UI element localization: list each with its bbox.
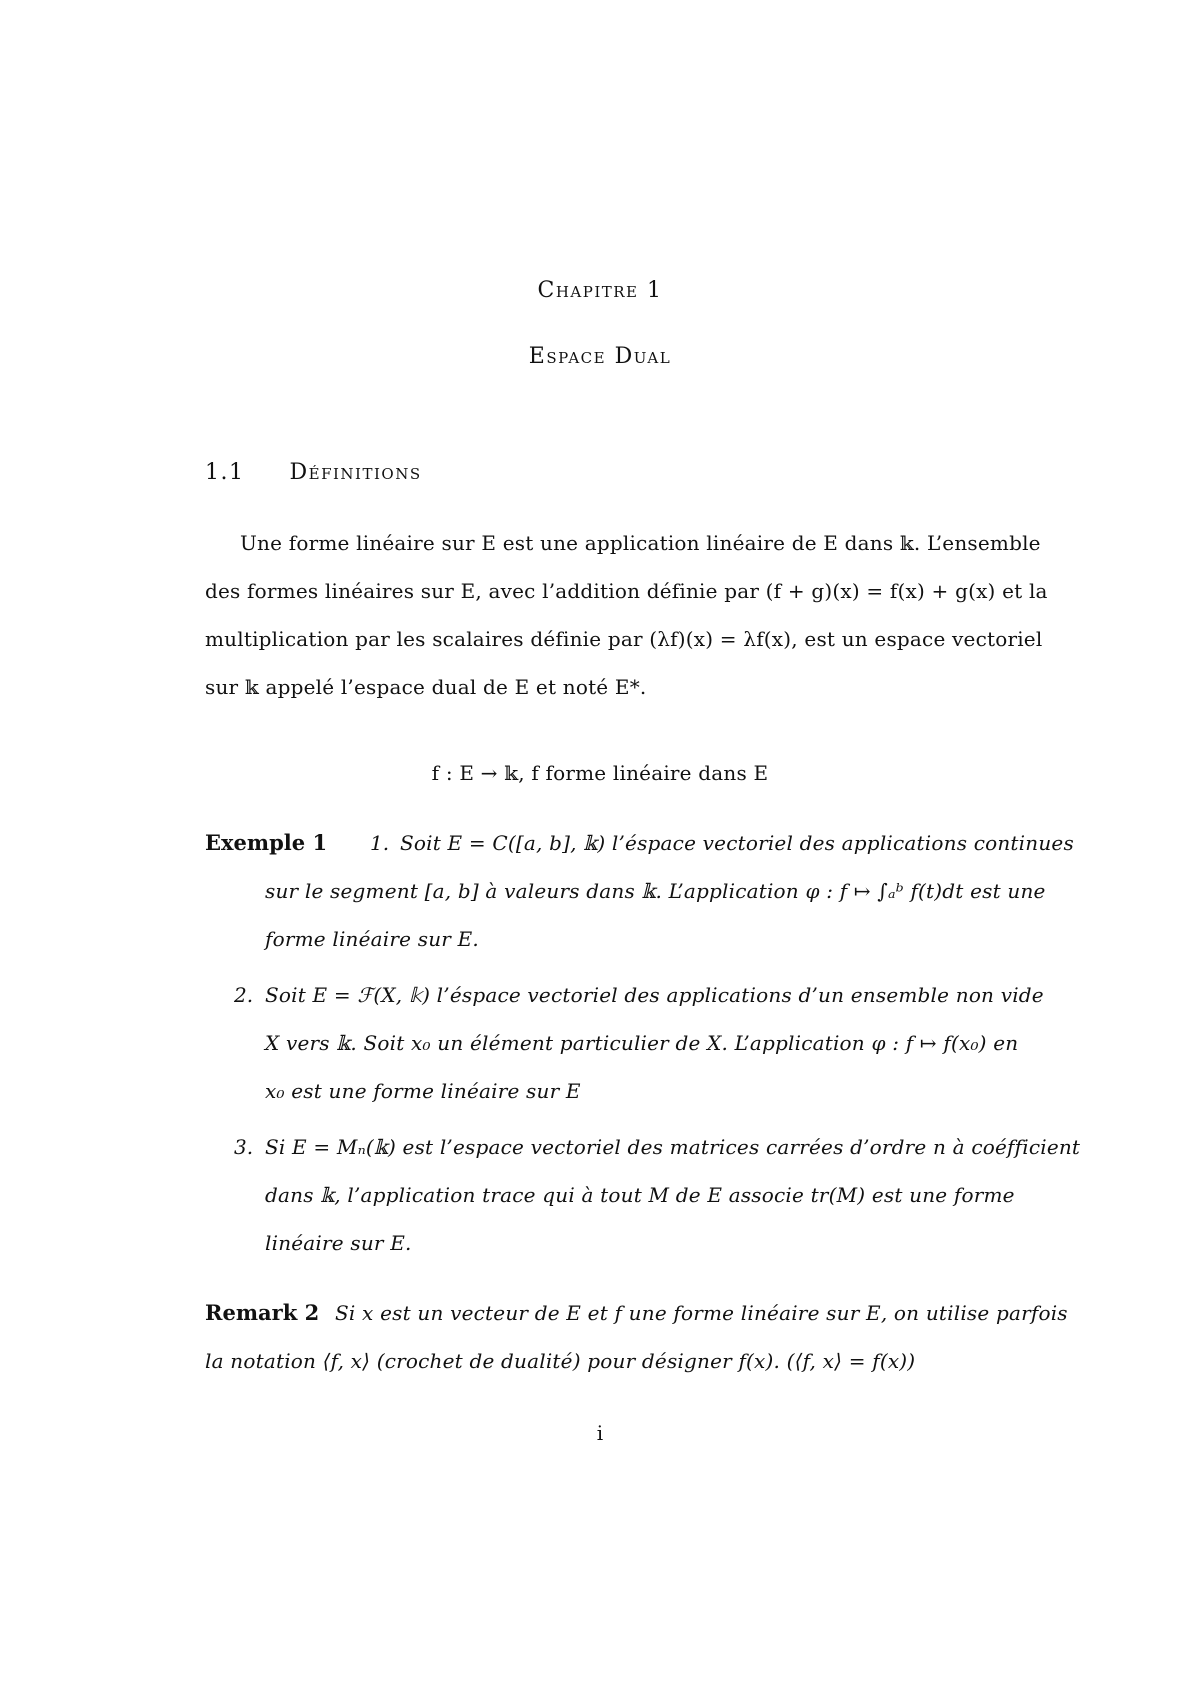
display-equation: f : E → 𝕜, f forme linéaire dans E (431, 761, 769, 785)
example-item-2-line1: Soit E = ℱ(X, 𝕜) l’éspace vectoriel des applications d’un ensemble non vide (265, 983, 1044, 1007)
para1-line2: des formes linéaires sur E, avec l’addition définie par (f + g)(x) = f(x) + g(x) et la (205, 579, 1048, 603)
example-item-1-line2: sur le segment [a, b] à valeurs dans 𝕜. L’application φ : f ↦ ∫ₐᵇ f(t)dt est une (265, 879, 1046, 903)
para1-line3: multiplication par les scalaires définie par (λf)(x) = λf(x), est un espace vectoriel (205, 627, 1043, 651)
chapter-title: Espace Dual (528, 344, 672, 369)
remark-label: Remark 2 (205, 1300, 320, 1325)
example-item-3-line1: Si E = Mₙ(𝕜) est l’espace vectoriel des matrices carrées d’ordre n à coéfficient (265, 1135, 1081, 1159)
example-label: Exemple 1 (205, 830, 328, 855)
section-heading (205, 458, 422, 488)
example-item-3-line2: dans 𝕜, l’application trace qui à tout M de E associe tr(M) est une forme (265, 1183, 1015, 1207)
section-title: Définitions (289, 460, 422, 485)
example-item-3-line3: linéaire sur E. (265, 1231, 412, 1255)
example-item-2-number: 2. (234, 983, 254, 1007)
example-item-1-number: 1. (370, 831, 390, 855)
example-item-1-line3: forme linéaire sur E. (265, 927, 479, 951)
remark-line1: Si x est un vecteur de E et f une forme linéaire sur E, on utilise parfois (335, 1301, 1068, 1325)
remark-line2: la notation ⟨f, x⟩ (crochet de dualité) pour désigner f(x). (⟨f, x⟩ = f(x)) (205, 1349, 916, 1373)
page-number: i (596, 1421, 604, 1445)
example-item-2-line2: X vers 𝕜. Soit x₀ un élément particulier de X. L’application φ : f ↦ f(x₀) en (265, 1031, 1019, 1055)
example-item-1-line1: Soit E = C([a, b], 𝕜) l’éspace vectoriel des applications continues (400, 831, 1074, 855)
example-item-3-number: 3. (234, 1135, 254, 1159)
chapter-label: Chapitre 1 (537, 278, 663, 303)
example-item-2-line3: x₀ est une forme linéaire sur E (265, 1079, 581, 1103)
para1-line4: sur 𝕜 appelé l’espace dual de E et noté E*. (205, 675, 647, 699)
para1-line1: Une forme linéaire sur E est une application linéaire de E dans 𝕜. L’ensemble (240, 531, 1041, 555)
section-number: 1.1 (205, 460, 245, 485)
